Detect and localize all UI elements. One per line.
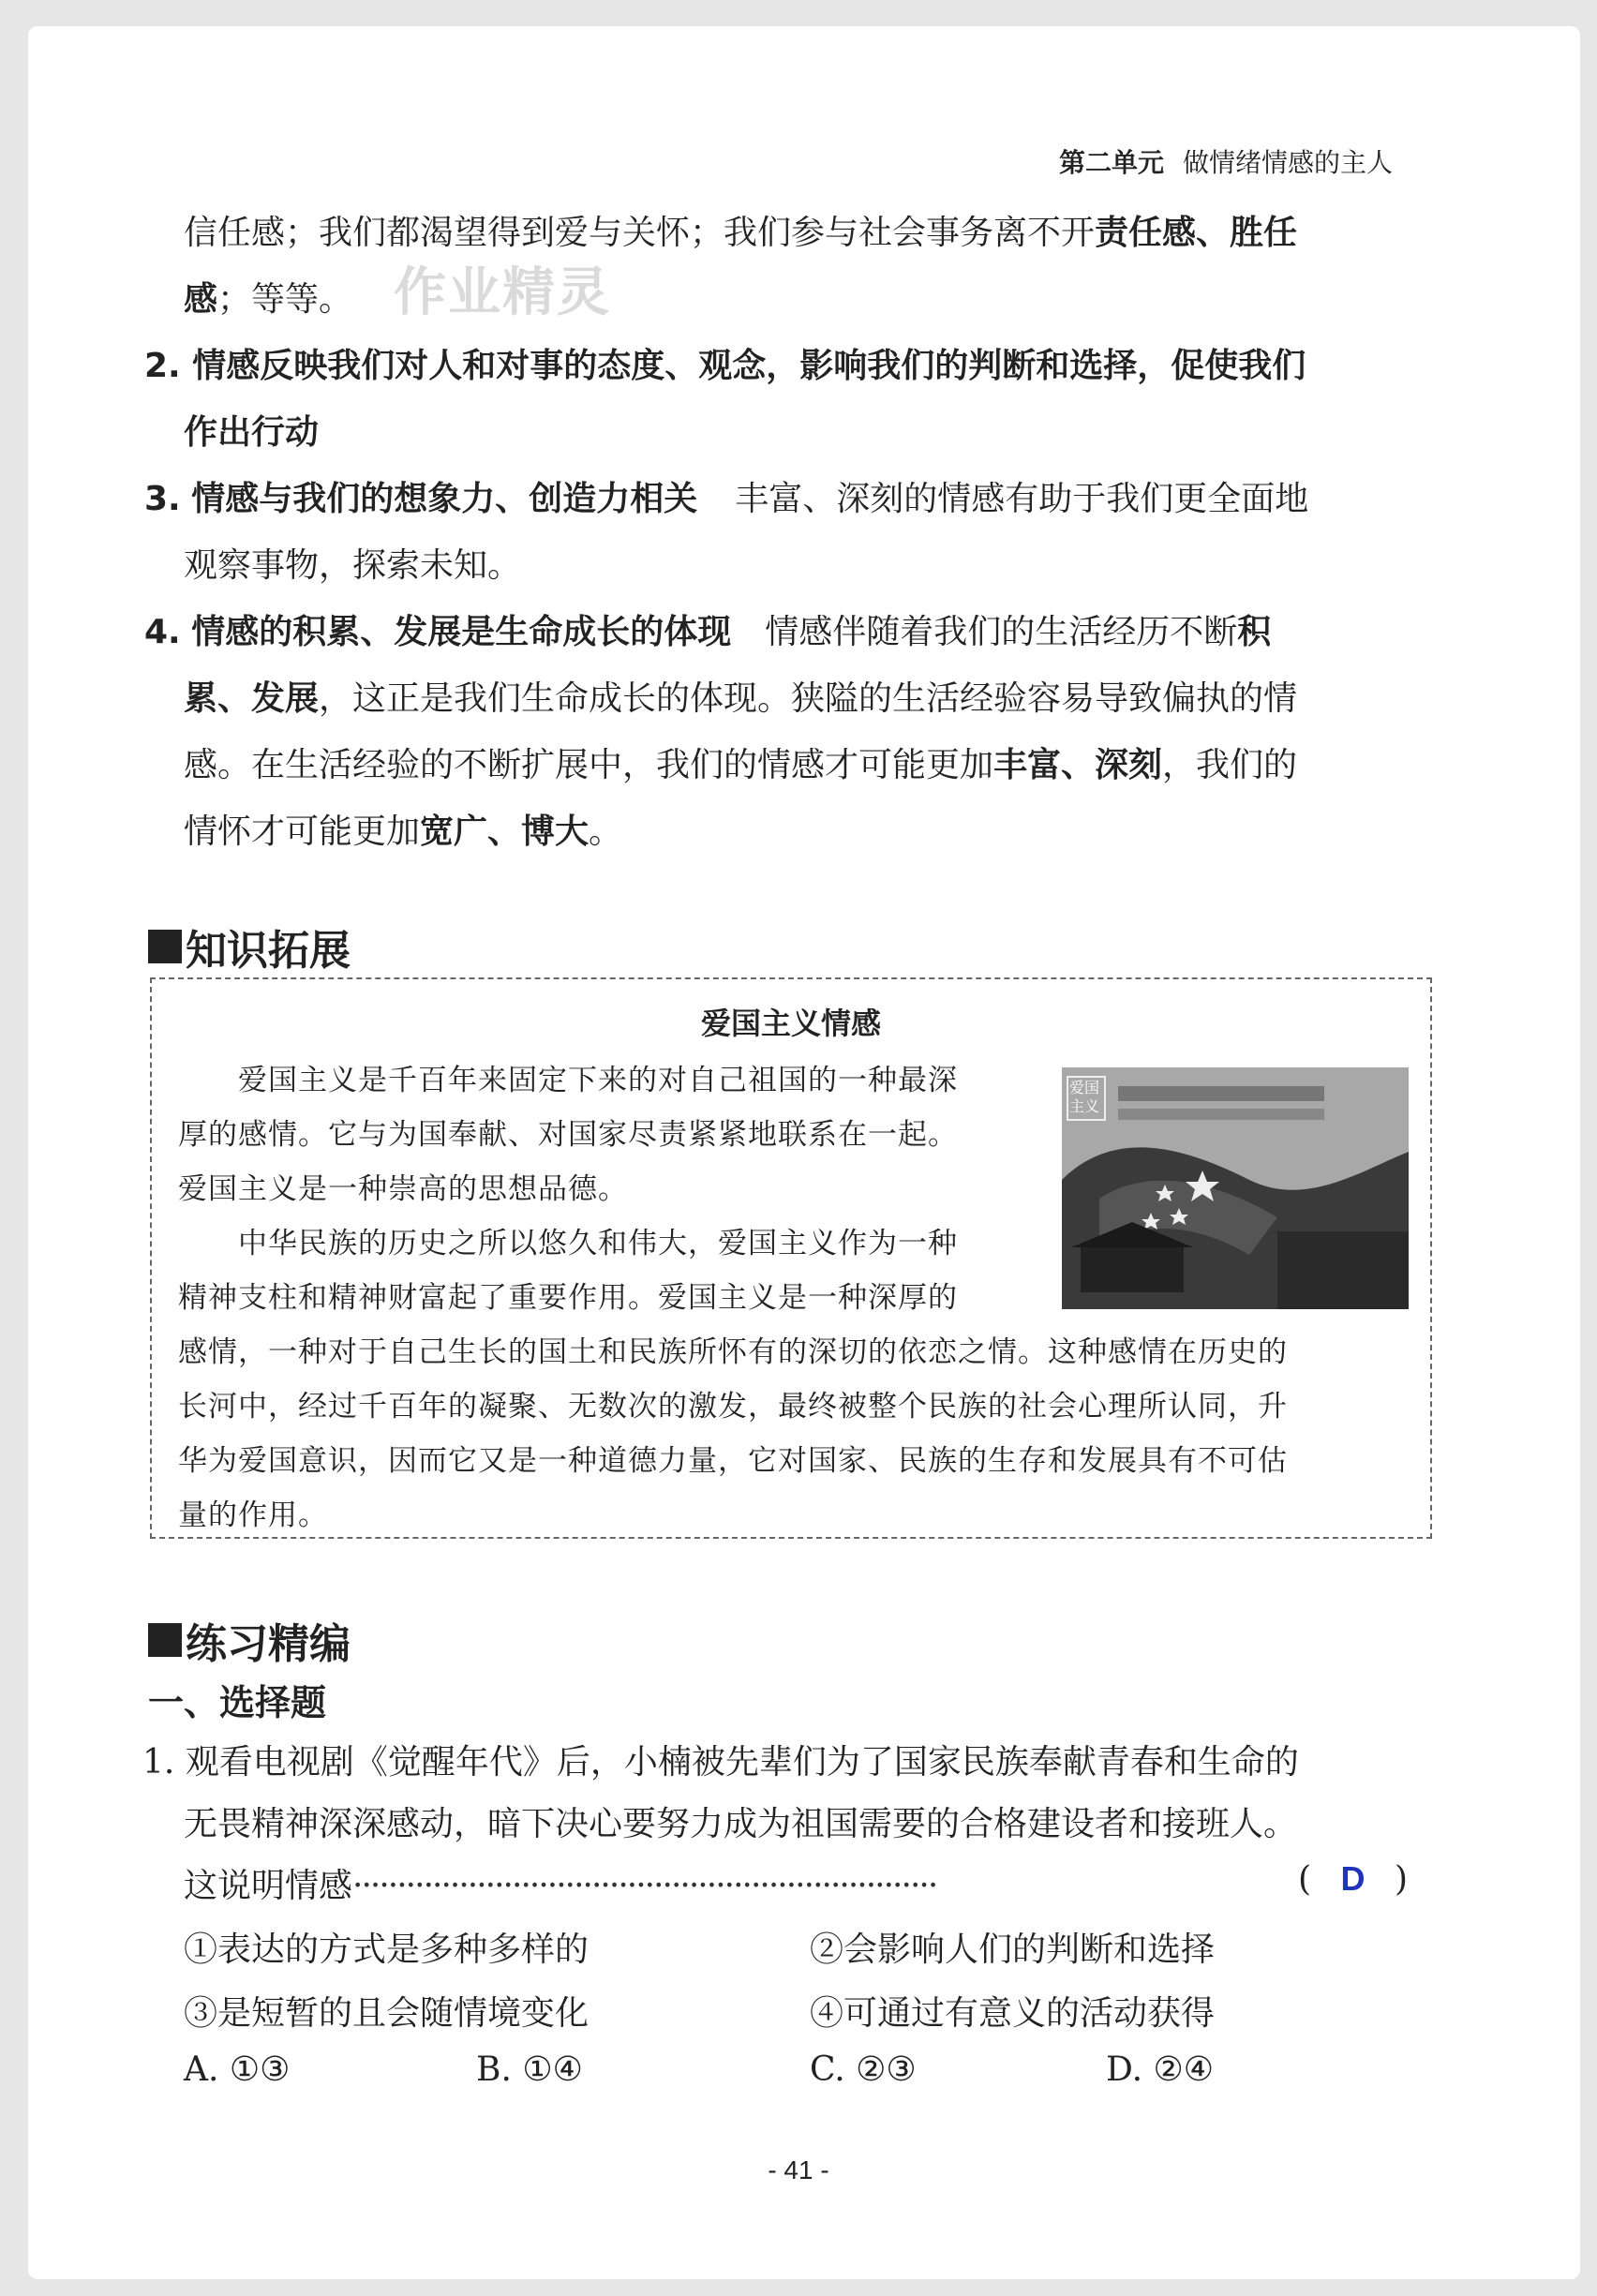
subsection-title: 一、选择题 <box>148 1682 327 1723</box>
point-text: 丰富、深刻的情感有助于我们更全面地 <box>735 480 1309 518</box>
header-title: 做情绪情感的主人 <box>1183 147 1394 178</box>
choice-d: D. ②④ <box>1106 2050 1215 2089</box>
header-unit: 第二单元 <box>1059 147 1165 178</box>
patriotism-photo <box>1062 1067 1409 1309</box>
dot-leader: ·································································· <box>352 1867 937 1905</box>
point-text: 。 <box>589 813 623 851</box>
box-line: 长河中，经过千百年的凝聚、无数次的激发，最终被整个民族的社会心理所认同，升 <box>178 1390 1288 1424</box>
box-line: 爱国主义是一种崇高的思想品德。 <box>178 1172 628 1206</box>
box-title: 爱国主义情感 <box>700 1006 881 1041</box>
intro-text: 信任感；我们都渴望得到爱与关怀；我们参与社会事务离不开 <box>184 214 1096 252</box>
section-title: 知识拓展 <box>186 927 351 975</box>
point-bold: 丰富、深刻 <box>993 746 1163 784</box>
question-line-2: 无畏精神深深感动，暗下决心要努力成为祖国需要的合格建设者和接班人。 <box>184 1805 1298 1843</box>
point-4-line-2 <box>184 672 1297 720</box>
point-bold: 宽广、博大 <box>420 813 590 851</box>
answer-bracket: ( D ) <box>1298 1859 1408 1899</box>
point-heading: 情感反映我们对人和对事的态度、观念，影响我们的判断和选择，促使我们 <box>192 347 1306 385</box>
statement-3: ③是短暂的且会随情境变化 <box>184 1994 590 2033</box>
box-line: 厚的感情。它与为国奉献、对国家尽责紧紧地联系在一起。 <box>178 1118 958 1152</box>
point-text: 情怀才可能更加 <box>184 813 421 851</box>
running-header <box>1059 142 1393 180</box>
question-line-3 <box>184 1859 936 1907</box>
point-bold: 累、发展 <box>184 679 320 718</box>
intro-bold: 责任感、胜任 <box>1095 214 1298 252</box>
box-line: 精神支柱和精神财富起了重要作用。爱国主义是一种深厚的 <box>178 1281 958 1315</box>
section-title: 练习精编 <box>186 1620 351 1668</box>
point-text: ，我们的 <box>1162 746 1298 784</box>
point-heading: 情感的积累、发展是生命成长的体现 <box>191 613 732 651</box>
question-text: 这说明情感 <box>184 1867 353 1905</box>
watermark: 作业精灵 <box>394 262 611 323</box>
intro-line-2 <box>184 273 352 321</box>
box-line: 中华民族的历史之所以悠久和伟大，爱国主义作为一种 <box>238 1227 958 1260</box>
square-bullet-icon <box>148 1623 182 1657</box>
intro-text-2: ；等等。 <box>217 280 353 319</box>
point-2-line-2: 作出行动 <box>184 413 320 452</box>
square-bullet-icon <box>148 930 182 963</box>
intro-bold-2: 感 <box>184 280 218 319</box>
point-4-line-4 <box>184 805 622 853</box>
photo-illustration <box>1062 1067 1409 1309</box>
point-text: ，这正是我们生命成长的体现。狭隘的生活经验容易导致偏执的情 <box>319 679 1298 718</box>
choice-a: A. ①③ <box>184 2050 291 2089</box>
box-line: 感情，一种对于自己生长的国土和民族所怀有的深切的依恋之情。这种感情在历史的 <box>178 1335 1288 1369</box>
point-4-line-1 <box>144 605 1271 653</box>
point-number: 3. <box>144 480 181 518</box>
section-heading-knowledge <box>148 917 351 977</box>
page-number: - 41 - <box>768 2155 829 2184</box>
choice-b: B. ①④ <box>476 2050 583 2089</box>
photo-caption: 爱国主义 <box>1069 1079 1100 1115</box>
point-number: 4. <box>144 613 181 651</box>
statement-4: ④可通过有意义的活动获得 <box>810 1994 1216 2033</box>
box-line: 量的作用。 <box>178 1498 328 1532</box>
point-number: 2. <box>144 347 181 385</box>
question-number: 1. <box>142 1743 175 1782</box>
point-bold: 积 <box>1237 613 1272 651</box>
point-text: 感。在生活经验的不断扩展中，我们的情感才可能更加 <box>184 746 994 784</box>
point-2-line-1 <box>144 339 1306 387</box>
point-3-line-2: 观察事物，探索未知。 <box>184 546 522 585</box>
point-heading: 情感与我们的想象力、创造力相关 <box>191 480 698 518</box>
point-3-line-1 <box>144 472 1308 520</box>
point-text: 情感伴随着我们的生活经历不断 <box>765 613 1238 651</box>
question-text: 观看电视剧《觉醒年代》后，小楠被先辈们为了国家民族奉献青春和生命的 <box>185 1743 1299 1782</box>
section-heading-practice <box>148 1610 351 1670</box>
statement-1: ①表达的方式是多种多样的 <box>184 1931 590 1969</box>
intro-line-1 <box>184 206 1297 254</box>
answer-value: D <box>1340 1859 1366 1898</box>
question-line-1 <box>142 1736 1299 1783</box>
statement-2: ②会影响人们的判断和选择 <box>810 1931 1216 1969</box>
point-4-line-3 <box>184 738 1297 786</box>
box-line: 爱国主义是千百年来固定下来的对自己祖国的一种最深 <box>238 1064 958 1097</box>
box-line: 华为爱国意识，因而它又是一种道德力量，它对国家、民族的生存和发展具有不可估 <box>178 1444 1288 1478</box>
choice-c: C. ②③ <box>810 2050 917 2089</box>
